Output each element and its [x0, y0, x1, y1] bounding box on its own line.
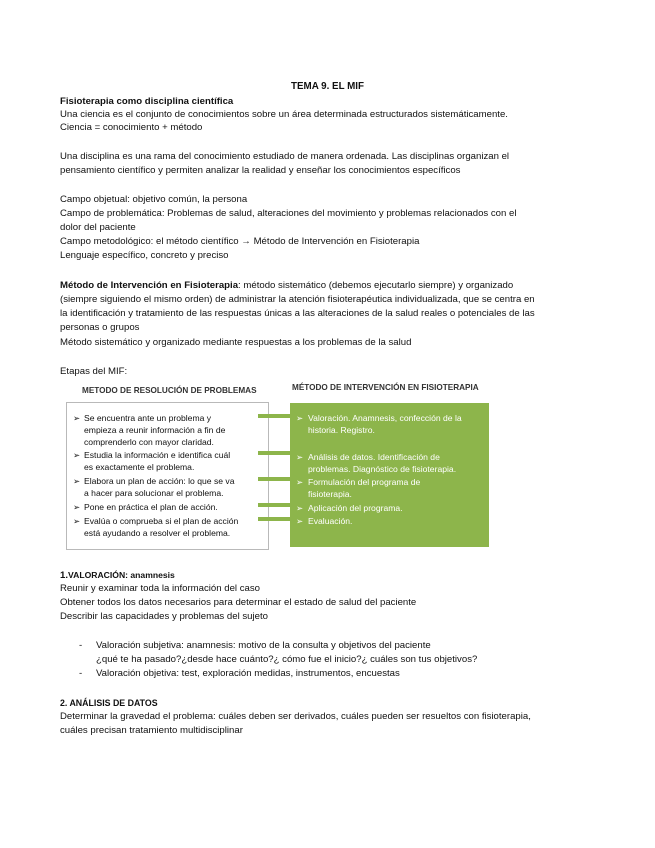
list-item-text: ¿qué te ha pasado?¿desde hace cuánto?¿ cómo fue el inicio?¿ cuáles son tus objetivos? — [96, 654, 478, 665]
bullet-arrow-icon: ➢ — [296, 477, 304, 487]
mif-definition: : método sistemático (debemos ejecutarlo siempre) y organizado — [238, 280, 514, 291]
bullet-arrow-icon: ➢ — [73, 516, 81, 526]
figure-text: Formulación del programa de — [308, 477, 421, 487]
figure-text: empieza a reunir información a fin de — [84, 425, 226, 435]
paragraph-line: personas o grupos — [60, 322, 140, 333]
figure-text: fisioterapia. — [308, 489, 352, 499]
figure-text: a hacer para solucionar el problema. — [84, 488, 224, 498]
bullet-arrow-icon: ➢ — [73, 413, 81, 423]
paragraph-line: Una disciplina es una rama del conocimiento estudiado de manera ordenada. Las disciplinas organizan el — [60, 151, 510, 162]
dash-bullet: - — [79, 640, 83, 651]
page-title: TEMA 9. EL MIF — [291, 81, 364, 92]
figure-text: historia. Registro. — [308, 425, 375, 435]
paragraph-line: pensamiento científico y permiten analizar la realidad y enseñar los conocimientos específicos — [60, 165, 461, 176]
list-item-text: Valoración subjetiva: anamnesis: motivo de la consulta y objetivos del paciente — [96, 640, 431, 651]
bullet-arrow-icon: ➢ — [296, 503, 304, 513]
paragraph-line: la identificación y tratamiento de las respuestas únicas a las alteraciones de la salud reales o potenciales de las — [60, 308, 535, 319]
paragraph-line: Campo de problemática: Problemas de salud, alteraciones del movimiento y problemas relacionados con el — [60, 208, 517, 219]
figure-left-title: METODO DE RESOLUCIÓN DE PROBLEMAS — [82, 386, 257, 395]
bullet-arrow-icon: ➢ — [296, 413, 304, 423]
paragraph-line: Campo metodológico: el método científico → Método de Intervención en Fisioterapia — [60, 236, 420, 247]
bullet-arrow-icon: ➢ — [73, 476, 81, 486]
paragraph-line: cuáles precisan tratamiento multidisciplinar — [60, 725, 243, 736]
figure-text: está ayudando a resolver el problema. — [84, 528, 231, 538]
paragraph-line: dolor del paciente — [60, 222, 136, 233]
section-heading-fisioterapia: Fisioterapia como disciplina científica — [60, 96, 234, 107]
paragraph-line: Obtener todos los datos necesarios para determinar el estado de salud del paciente — [60, 597, 417, 608]
figure-text: Elabora un plan de acción: lo que se va — [84, 476, 235, 486]
mif-term: Método de Intervención en Fisioterapia — [60, 280, 239, 291]
paragraph-line: Ciencia = conocimiento + método — [60, 122, 203, 133]
figure-text: Análisis de datos. Identificación de — [308, 452, 440, 462]
figure-right-title: MÉTODO DE INTERVENCIÓN EN FISIOTERAPIA — [292, 383, 479, 392]
paragraph-line: Método sistemático y organizado mediante respuestas a los problemas de la salud — [60, 337, 412, 348]
figure-text: Evaluación. — [308, 516, 353, 526]
heading-text: VALORACIÓN: anamnesis — [68, 570, 175, 580]
heading-number: 1. — [60, 570, 69, 581]
figure-text: Aplicación del programa. — [308, 503, 403, 513]
bullet-arrow-icon: ➢ — [73, 450, 81, 460]
section-heading-analisis: 2. ANÁLISIS DE DATOS — [60, 698, 158, 708]
figure-text: Evalúa o comprueba si el plan de acción — [84, 516, 239, 526]
stages-label: Etapas del MIF: — [60, 366, 128, 377]
bullet-arrow-icon: ➢ — [73, 502, 81, 512]
figure-text: Pone en práctica el plan de acción. — [84, 502, 218, 512]
paragraph-line: Una ciencia es el conjunto de conocimientos sobre un área determinada estructurados sistemáticamente. — [60, 109, 508, 120]
dash-bullet: - — [79, 668, 83, 679]
figure-text: Estudia la información e identifica cuál — [84, 450, 231, 460]
list-item-text: Valoración objetiva: test, exploración medidas, instrumentos, encuestas — [96, 668, 400, 679]
figure-text: Se encuentra ante un problema y — [84, 413, 212, 423]
paragraph-line — [60, 280, 513, 292]
paragraph-line: (siempre siguiendo el mismo orden) de administrar la atención fisioterapéutica individualizada, que se centra en — [60, 294, 535, 305]
paragraph-line: Reunir y examinar toda la información del caso — [60, 583, 260, 594]
paragraph-line: Campo objetual: objetivo común, la persona — [60, 194, 248, 205]
bullet-arrow-icon: ➢ — [296, 452, 304, 462]
bullet-arrow-icon: ➢ — [296, 516, 304, 526]
paragraph-line: Lenguaje específico, concreto y preciso — [60, 250, 229, 261]
section-heading-valoracion — [60, 569, 175, 582]
figure-text: problemas. Diagnóstico de fisioterapia. — [308, 464, 457, 474]
paragraph-line: Describir las capacidades y problemas del sujeto — [60, 611, 268, 622]
figure-text: comprenderlo con mayor claridad. — [84, 437, 214, 447]
figure-text: es exactamente el problema. — [84, 462, 195, 472]
paragraph-line: Determinar la gravedad el problema: cuáles deben ser derivados, cuáles pueden ser resueltos con fisioterapia, — [60, 711, 531, 722]
figure-text: Valoración. Anamnesis, confección de la — [308, 413, 462, 423]
